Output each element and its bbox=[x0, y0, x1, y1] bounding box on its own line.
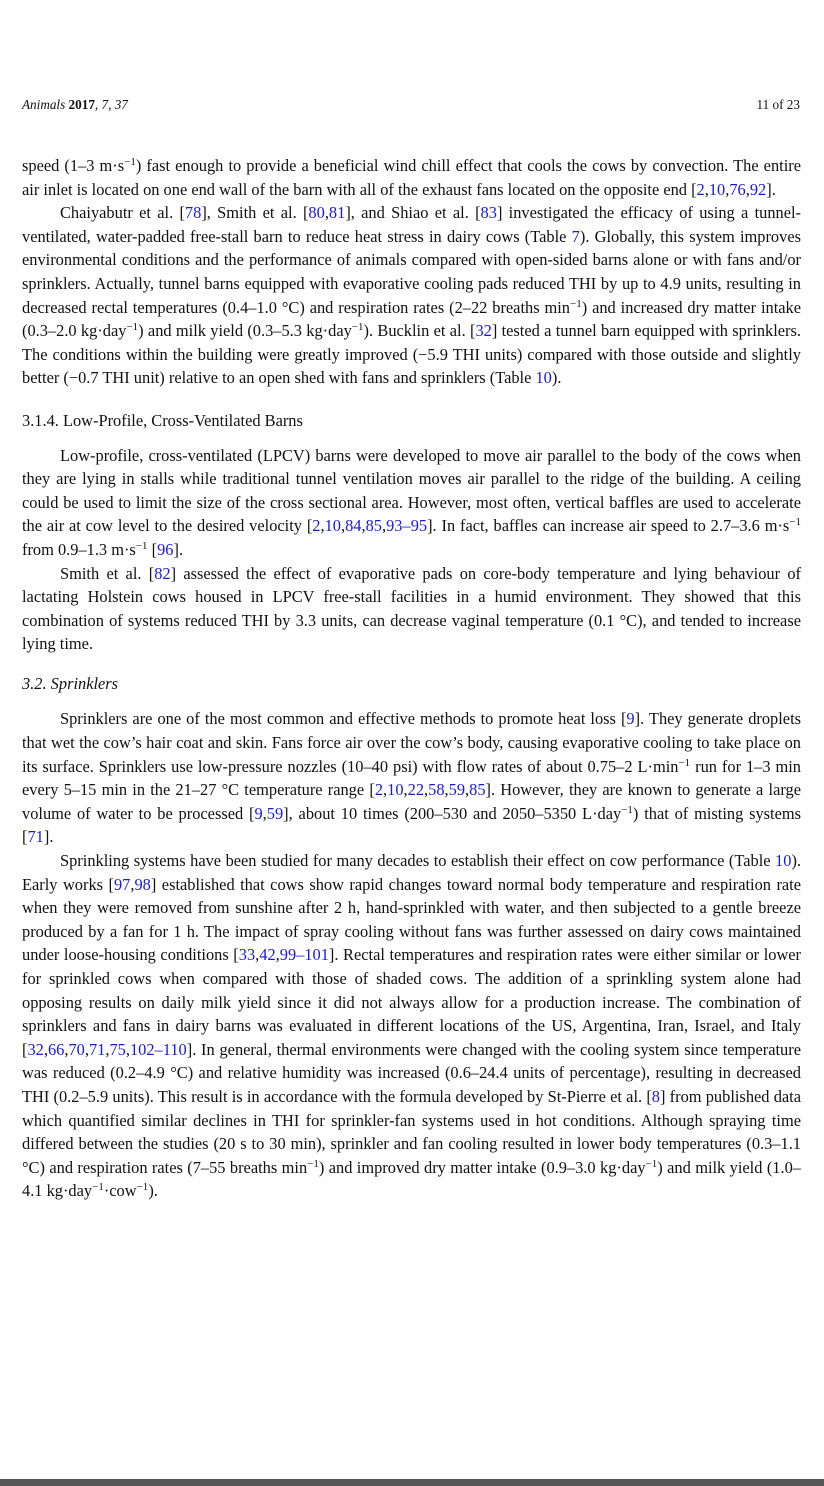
citation-link[interactable]: 98 bbox=[134, 874, 151, 894]
text-run: , bbox=[262, 803, 267, 823]
text-run: , bbox=[320, 516, 325, 536]
citation-link[interactable]: 32 bbox=[475, 321, 492, 341]
text-run: ]. However, they are known to generate a large volume of water to be processed [ bbox=[22, 780, 801, 823]
citation-link[interactable]: 10 bbox=[708, 179, 726, 199]
citation-link[interactable]: 10 bbox=[387, 780, 404, 800]
text-run: ]. bbox=[766, 179, 776, 199]
text-run: ]. In fact, baffles can increase air speed to 2.7–3.6 m·s bbox=[427, 516, 790, 536]
text-run: Low-profile, cross-ventilated (LPCV) barns were developed to move air parallel to the body of the cows when they are lying in stalls while traditional tunnel ventilation moves air parallel to the ridge of the building. A ceiling could be used to limit the size of the cross sectional area. However, most often, vertical baffles are used to accelerate the air at cow level to the desired velocity [ bbox=[22, 445, 801, 536]
citation-link[interactable]: 84 bbox=[345, 516, 362, 536]
body-paragraph bbox=[22, 562, 801, 656]
text-run: ] established that cows show rapid changes toward normal body temperature and respiration rate when they were removed from sunshine after 2 h, hand-sprinkled with water, and then subjected to a gentle breeze produced by a fan for 1 h. The impact of spray cooling without fans was further assessed on dairy cows maintained under loose-housing conditions [ bbox=[22, 874, 802, 965]
text-run: , bbox=[130, 874, 135, 894]
text-run: Smith et al. [ bbox=[60, 563, 155, 583]
citation-link[interactable]: 66 bbox=[47, 1039, 65, 1059]
citation-link[interactable]: 78 bbox=[184, 203, 202, 223]
citation-link[interactable]: 2 bbox=[696, 179, 705, 199]
text-run: , bbox=[382, 516, 387, 536]
body-paragraph bbox=[22, 201, 801, 390]
citation-link[interactable]: 70 bbox=[68, 1039, 85, 1059]
text-run: , bbox=[465, 780, 470, 800]
citation-link[interactable]: 10 bbox=[535, 368, 552, 388]
superscript: −1 bbox=[126, 321, 139, 334]
text-run: ). Early works [ bbox=[22, 851, 801, 894]
citation-link[interactable]: 85 bbox=[365, 516, 382, 536]
citation-link[interactable]: 82 bbox=[154, 563, 171, 583]
text-run: ) fast enough to provide a beneficial wind chill effect that cools the cows by convection. The entire air inlet is located on one end wall of the barn with all of the exhaust fans located on the opposite end [ bbox=[22, 156, 801, 199]
text-run: ) and improved dry matter intake (0.9–3.0 kg·day bbox=[318, 1157, 646, 1177]
text-run: , bbox=[43, 1039, 48, 1059]
superscript: −1 bbox=[92, 1181, 104, 1194]
text-run: , bbox=[444, 780, 449, 800]
text-run: ) and milk yield (1.0–4.1 kg·day bbox=[22, 1157, 801, 1201]
citation-link[interactable]: 71 bbox=[88, 1039, 106, 1059]
text-run: ]. In general, thermal environments were changed with the cooling system since temperature was reduced (0.2–4.9 °C) and relative humidity was increased (0.6–24.4 units of percentage), resulting in decreased THI (0.2–5.9 units). This result is in accordance with the formula developed by St-Pierre et al. [ bbox=[22, 1039, 801, 1106]
superscript: −1 bbox=[621, 803, 633, 816]
citation-link[interactable]: 42 bbox=[259, 945, 276, 965]
text-run: , bbox=[125, 1039, 130, 1059]
text-run: , bbox=[255, 945, 260, 965]
citation-link[interactable]: 33 bbox=[238, 945, 256, 965]
citation-link[interactable]: 83 bbox=[480, 203, 497, 223]
text-run: ], Smith et al. [ bbox=[201, 203, 309, 223]
text-run: ) and milk yield (0.3–5.3 kg·day bbox=[138, 321, 352, 341]
superscript: −1 bbox=[351, 321, 364, 334]
citation-link[interactable]: 2 bbox=[374, 780, 384, 800]
body-paragraph bbox=[22, 707, 801, 849]
text-run: ]. bbox=[43, 827, 54, 847]
citation-link[interactable]: 59 bbox=[448, 780, 466, 800]
text-run: ) that of misting systems [ bbox=[22, 803, 801, 847]
text-run: , bbox=[403, 780, 408, 800]
text-run: ). bbox=[148, 1181, 158, 1201]
superscript: −1 bbox=[678, 756, 691, 769]
citation-link[interactable]: 59 bbox=[266, 803, 284, 823]
text-run: ·cow bbox=[103, 1181, 137, 1201]
text-run: Sprinkling systems have been studied for many decades to establish their effect on cow performance (Table bbox=[60, 851, 776, 871]
text-run: ). Bucklin et al. [ bbox=[363, 321, 476, 341]
text-run: , bbox=[745, 179, 750, 199]
citation-link[interactable]: 7 bbox=[571, 226, 580, 246]
text-run: , bbox=[324, 203, 329, 223]
text-run: , bbox=[64, 1039, 69, 1059]
superscript: −1 bbox=[570, 297, 582, 310]
text-run: , bbox=[105, 1039, 110, 1059]
citation-link[interactable]: 97 bbox=[113, 874, 131, 894]
citation-link[interactable]: 58 bbox=[428, 780, 445, 800]
text-run: ]. They generate droplets that wet the cow’s hair coat and skin. Fans force air over the cow’s body, causing evaporative cooling to take place on its surface. Sprinklers use low-pressure nozzles (10–40 psi) with flow rates of about 0.75–2 L·min bbox=[22, 709, 801, 776]
journal-year: 2017 bbox=[68, 97, 95, 112]
journal-volume: , 7, 37 bbox=[94, 97, 128, 112]
text-run: , bbox=[383, 780, 388, 800]
text-run: , bbox=[275, 945, 280, 965]
text-run: , bbox=[361, 516, 366, 536]
citation-link[interactable]: 9 bbox=[254, 803, 263, 823]
text-run: , bbox=[725, 179, 730, 199]
running-header bbox=[22, 97, 800, 113]
text-run: Chaiyabutr et al. [ bbox=[60, 203, 185, 223]
text-run: [ bbox=[147, 539, 158, 559]
journal-name: Animals bbox=[22, 97, 66, 112]
text-run: ] tested a tunnel barn equipped with sprinklers. The conditions within the building were greatly improved (−5.9 THI units) compared with those outside and slightly better (−0.7 THI unit) relative to an open shed with fans and sprinklers (Table bbox=[22, 321, 801, 388]
superscript: −1 bbox=[124, 156, 136, 168]
citation-link[interactable]: 22 bbox=[407, 780, 425, 800]
page-number: 11 of 23 bbox=[756, 97, 800, 112]
superscript: −1 bbox=[789, 516, 801, 529]
text-run: , bbox=[341, 516, 346, 536]
text-run: ] from published data which quantified similar declines in THI for sprinkler-fan systems used in hot conditions. Although spraying time differed between the studies (20 s to 30 min), sprinkler and fan cooling resulted in lower body temperatures (0.3–1.1 °C) and respiration rates (7–55 breaths min bbox=[22, 1086, 801, 1177]
text-run: from 0.9–1.3 m·s bbox=[22, 539, 136, 559]
text-run: , bbox=[424, 780, 429, 800]
text-run: Sprinklers are one of the most common and effective methods to promote heat loss [ bbox=[60, 709, 627, 729]
text-run: ], and Shiao et al. [ bbox=[345, 203, 481, 223]
text-run: ] assessed the effect of evaporative pads on core-body temperature and lying behaviour of lactating Holstein cows housed in LPCV free-stall facilities in a humid environment. They showed that this combination of systems reduced THI by 3.3 units, can decrease vaginal temperature (0.1 °C), and tended to increase lying time. bbox=[22, 563, 801, 654]
citation-link[interactable]: 76 bbox=[729, 179, 746, 199]
superscript: −1 bbox=[136, 1181, 149, 1194]
citation-link[interactable]: 92 bbox=[749, 179, 767, 199]
superscript: −1 bbox=[135, 539, 148, 552]
text-run: ]. Rectal temperatures and respiration rates were either similar or lower for sprinkled cows when compared with those of shaded cows. The addition of a sprinkling system alone had opposing results on daily milk yield since it did not always allow for a production increase. The combination of sprinklers and fans in dairy barns was evaluated in different locations of the US, Argentina, Iran, Israel, and Italy [ bbox=[22, 945, 802, 1059]
body-paragraph bbox=[22, 154, 801, 201]
citation-link[interactable]: 93–95 bbox=[386, 516, 428, 536]
citation-link[interactable]: 2 bbox=[312, 516, 321, 536]
subsection-heading: 3.1.4. Low-Profile, Cross-Ventilated Barns bbox=[22, 410, 303, 430]
body-paragraph bbox=[22, 444, 801, 562]
text-run: ], about 10 times (200–530 and 2050–5350 L·day bbox=[283, 803, 622, 823]
citation-link[interactable]: 8 bbox=[651, 1086, 660, 1106]
viewer-bottom-bar bbox=[0, 1479, 824, 1486]
citation-link[interactable]: 99–101 bbox=[279, 945, 329, 965]
citation-link[interactable]: 75 bbox=[109, 1039, 126, 1059]
citation-link[interactable]: 81 bbox=[328, 203, 346, 223]
journal-citation bbox=[22, 97, 128, 113]
article-body bbox=[22, 154, 801, 1203]
text-run: , bbox=[84, 1039, 89, 1059]
text-run: ] investigated the efficacy of using a tunnel-ventilated, water-padded free-stall barn to reduce heat stress in dairy cows (Table bbox=[22, 203, 801, 246]
citation-link[interactable]: 32 bbox=[27, 1039, 44, 1059]
citation-link[interactable]: 96 bbox=[157, 539, 174, 559]
citation-link[interactable]: 10 bbox=[324, 516, 341, 536]
text-run: speed (1–3 m·s bbox=[22, 156, 125, 175]
section-heading: 3.2. Sprinklers bbox=[22, 673, 119, 693]
superscript: −1 bbox=[645, 1157, 658, 1170]
text-run: ). bbox=[551, 368, 562, 388]
text-run: run for 1–3 min every 5–15 min in the 21–27 °C temperature range [ bbox=[22, 756, 802, 800]
text-run: , bbox=[704, 179, 709, 199]
citation-link[interactable]: 71 bbox=[27, 827, 44, 847]
text-run: ). Globally, this system improves environmental conditions and the performance of animals compared with open-sided barns alone or with fans and/or sprinklers. Actually, tunnel barns equipped with evaporative cooling pads reduced THI by up to 4.9 units, resulting in decreased rectal temperatures (0.4–1.0 °C) and respiration rates (2–22 breaths min bbox=[22, 226, 801, 317]
citation-link[interactable]: 9 bbox=[626, 709, 635, 729]
citation-link[interactable]: 10 bbox=[775, 851, 792, 871]
text-run: ]. bbox=[173, 539, 184, 559]
citation-link[interactable]: 102–110 bbox=[129, 1039, 187, 1059]
superscript: −1 bbox=[307, 1157, 319, 1170]
citation-link[interactable]: 85 bbox=[469, 780, 486, 800]
text-run: ) and increased dry matter intake (0.3–2.0 kg·day bbox=[22, 297, 801, 341]
body-paragraph bbox=[22, 849, 801, 1203]
citation-link[interactable]: 80 bbox=[308, 203, 325, 223]
